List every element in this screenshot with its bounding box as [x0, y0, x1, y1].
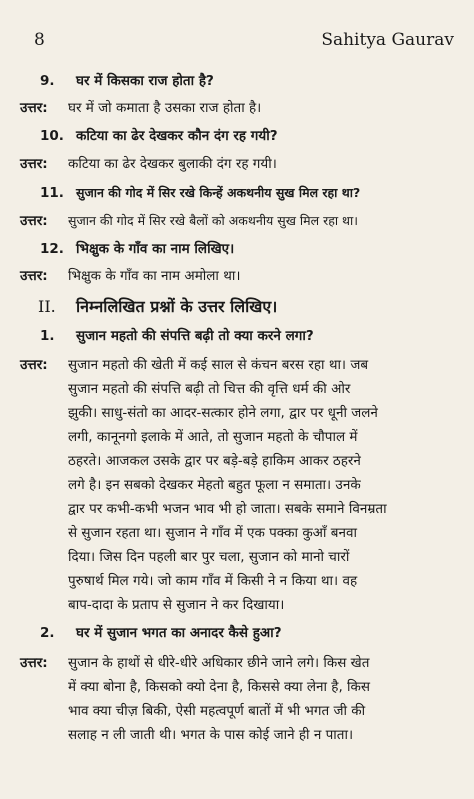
answer-label: उत्तर:: [20, 357, 48, 373]
answer-text: भाव क्या चीज़ बिकी, ऐसी महत्वपूर्ण बातों में भी भगत जी की: [68, 703, 366, 719]
question-number: 2.: [40, 625, 55, 641]
question-number: 11.: [40, 185, 64, 201]
answer-label: उत्तर:: [20, 268, 48, 284]
section-number: II.: [38, 297, 56, 316]
question-text: कटिया का ढेर देखकर कौन दंग रह गयी?: [76, 128, 278, 144]
answer-text: सुजान की गोद में सिर रखे बैलों को अकथनीय सुख मिल रहा था।: [68, 213, 359, 228]
answer-text: से सुजान रहता था। सुजान ने गाँव में एक पक्का कुआँ बनवा: [68, 525, 357, 541]
book-title: Sahitya Gaurav: [321, 30, 454, 50]
answer-label: उत्तर:: [20, 156, 48, 172]
answer-text: ठहरते। आजकल उसके द्वार पर बड़े-बड़े हाकिम आकर ठहरने: [68, 453, 361, 469]
answer-text: घर में जो कमाता है उसका राज होता है।: [68, 100, 262, 116]
answer-label: उत्तर:: [20, 213, 48, 229]
page-number: 8: [34, 30, 45, 50]
question-text: सुजान महतो की संपत्ति बढ़ी तो क्या करने लगा?: [76, 328, 314, 344]
answer-text: सलाह न ली जाती थी। भगत के पास कोई जाने ही न पाता।: [68, 727, 354, 743]
question-number: 10.: [40, 128, 64, 144]
answer-text: सुजान महतो की संपत्ति बढ़ी तो चित्त की वृत्ति धर्म की ओर: [68, 381, 351, 397]
answer-text: सुजान के हाथों से धीरे-धीरे अधिकार छीने जाने लगे। किस खेत: [68, 655, 370, 671]
page-header: [34, 30, 454, 52]
question-number: 1.: [40, 328, 55, 344]
answer-label: उत्तर:: [20, 100, 48, 116]
answer-text: कटिया का ढेर देखकर बुलाकी दंग रह गयी।: [68, 156, 277, 172]
answer-label: उत्तर:: [20, 655, 48, 671]
question-text: घर में किसका राज होता है?: [76, 73, 214, 89]
answer-text: पुरुषार्थ मिल गये। जो काम गाँव में किसी ने न किया था। वह: [68, 573, 358, 589]
answer-text: झुकी। साधु-संतो का आदर-सत्कार होने लगा, द्वार पर धूनी जलने: [68, 405, 378, 421]
question-number: 9.: [40, 73, 55, 89]
question-number: 12.: [40, 241, 64, 257]
answer-text: बाप-दादा के प्रताप से सुजान ने कर दिखाया।: [68, 597, 285, 613]
answer-text: लगी, कानूनगो इलाके में आते, तो सुजान महतो के चौपाल में: [68, 429, 358, 445]
section-title: निम्नलिखित प्रश्नों के उत्तर लिखिए।: [76, 297, 278, 316]
answer-text: द्वार पर कभी-कभी भजन भाव भी हो जाता। सबके समाने विनम्रता: [68, 501, 387, 517]
answer-text: भिक्षुक के गाँव का नाम अमोला था।: [68, 268, 241, 284]
answer-text: सुजान महतो की खेती में कई साल से कंचन बरस रहा था। जब: [68, 357, 369, 373]
question-text: घर में सुजान भगत का अनादर कैसे हुआ?: [76, 625, 282, 641]
question-text: सुजान की गोद में सिर रखे किन्हें अकथनीय सुख मिल रहा था?: [76, 185, 361, 200]
answer-text: दिया। जिस दिन पहली बार पुर चला, सुजान को मानो चारों: [68, 549, 350, 565]
answer-text: में क्या बोना है, किसको क्यो देना है, किससे क्या लेना है, किस: [68, 679, 371, 695]
question-text: भिक्षुक के गाँव का नाम लिखिए।: [76, 241, 235, 257]
answer-text: लगे है। इन सबको देखकर मेहतो बहुत फूला न समाता। उनके: [68, 477, 361, 493]
